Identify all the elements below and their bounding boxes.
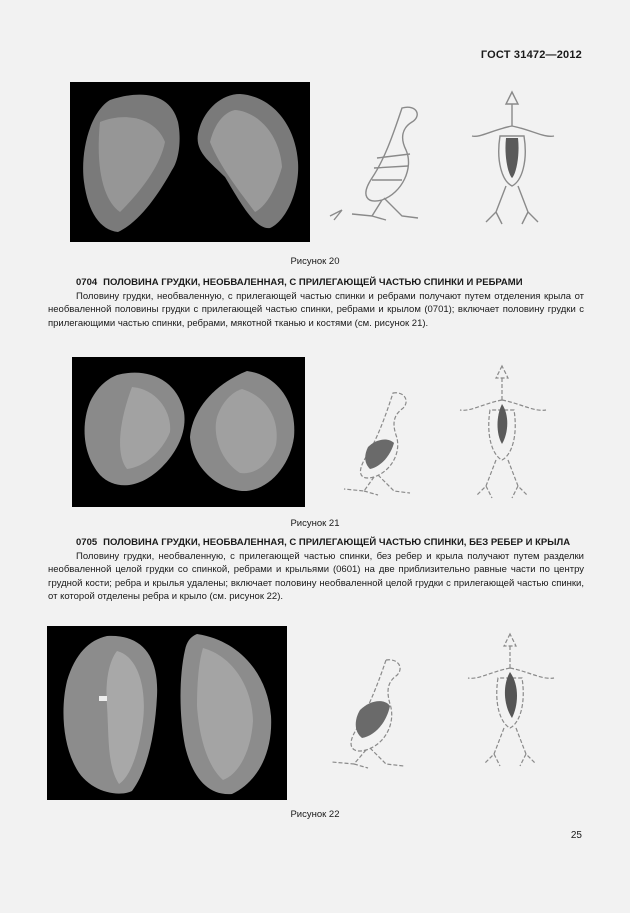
section-0704 xyxy=(48,276,584,330)
figure-21-side-skeleton xyxy=(318,385,418,497)
figure-22-front-skeleton xyxy=(460,628,560,768)
figure-22-caption: Рисунок 22 xyxy=(290,809,340,820)
section-0705-title xyxy=(48,536,584,550)
section-0704-code: 0704 xyxy=(76,277,98,288)
section-0705-code: 0705 xyxy=(76,537,98,548)
figure-20-photo xyxy=(70,82,310,242)
section-0704-title xyxy=(48,276,584,290)
section-0704-heading: ПОЛОВИНА ГРУДКИ, НЕОБВАЛЕННАЯ, С ПРИЛЕГАЮЩЕЙ ЧАСТЬЮ СПИНКИ И РЕБРАМИ xyxy=(103,277,523,288)
section-0705 xyxy=(48,536,584,604)
section-0705-body: Половину грудки, необваленную, с прилегающей частью спинки, без ребер и крыла получают путем разделки необваленной целой грудки со спинкой, ребрами и крыльями (0601) на две приблизительно равные части по центру грудной кости; ребра и крылья удалены; включает половину необваленной целой грудки с прилегающей частью спинки, от которой отделены ребра и крыло (см. рисунок 22). xyxy=(48,550,584,602)
figure-21-front-skeleton xyxy=(452,360,552,500)
standard-code: ГОСТ 31472—2012 xyxy=(480,49,582,61)
figure-20-caption: Рисунок 20 xyxy=(290,256,340,267)
figure-22-side-skeleton xyxy=(306,652,414,772)
section-0704-body: Половину грудки, необваленную, с прилегающей частью спинки и ребрами получают путем отделения крыла от необваленной половины грудки с прилегающей частью спинки, ребрами и крылом (0701); включает половину грудки с прилегающими частью спинки, ребрами, мякотной тканью и костями (см. рисунок 21). xyxy=(48,290,584,329)
figure-22-photo xyxy=(47,626,287,800)
figure-21-photo xyxy=(72,357,305,507)
figure-20-side-skeleton xyxy=(322,98,434,223)
figure-20-front-skeleton xyxy=(462,86,562,226)
page-number: 25 xyxy=(570,830,582,841)
figure-21-caption: Рисунок 21 xyxy=(290,518,340,529)
section-0705-heading: ПОЛОВИНА ГРУДКИ, НЕОБВАЛЕННАЯ, С ПРИЛЕГАЮЩЕЙ ЧАСТЬЮ СПИНКИ, БЕЗ РЕБЕР И КРЫЛА xyxy=(103,537,571,548)
